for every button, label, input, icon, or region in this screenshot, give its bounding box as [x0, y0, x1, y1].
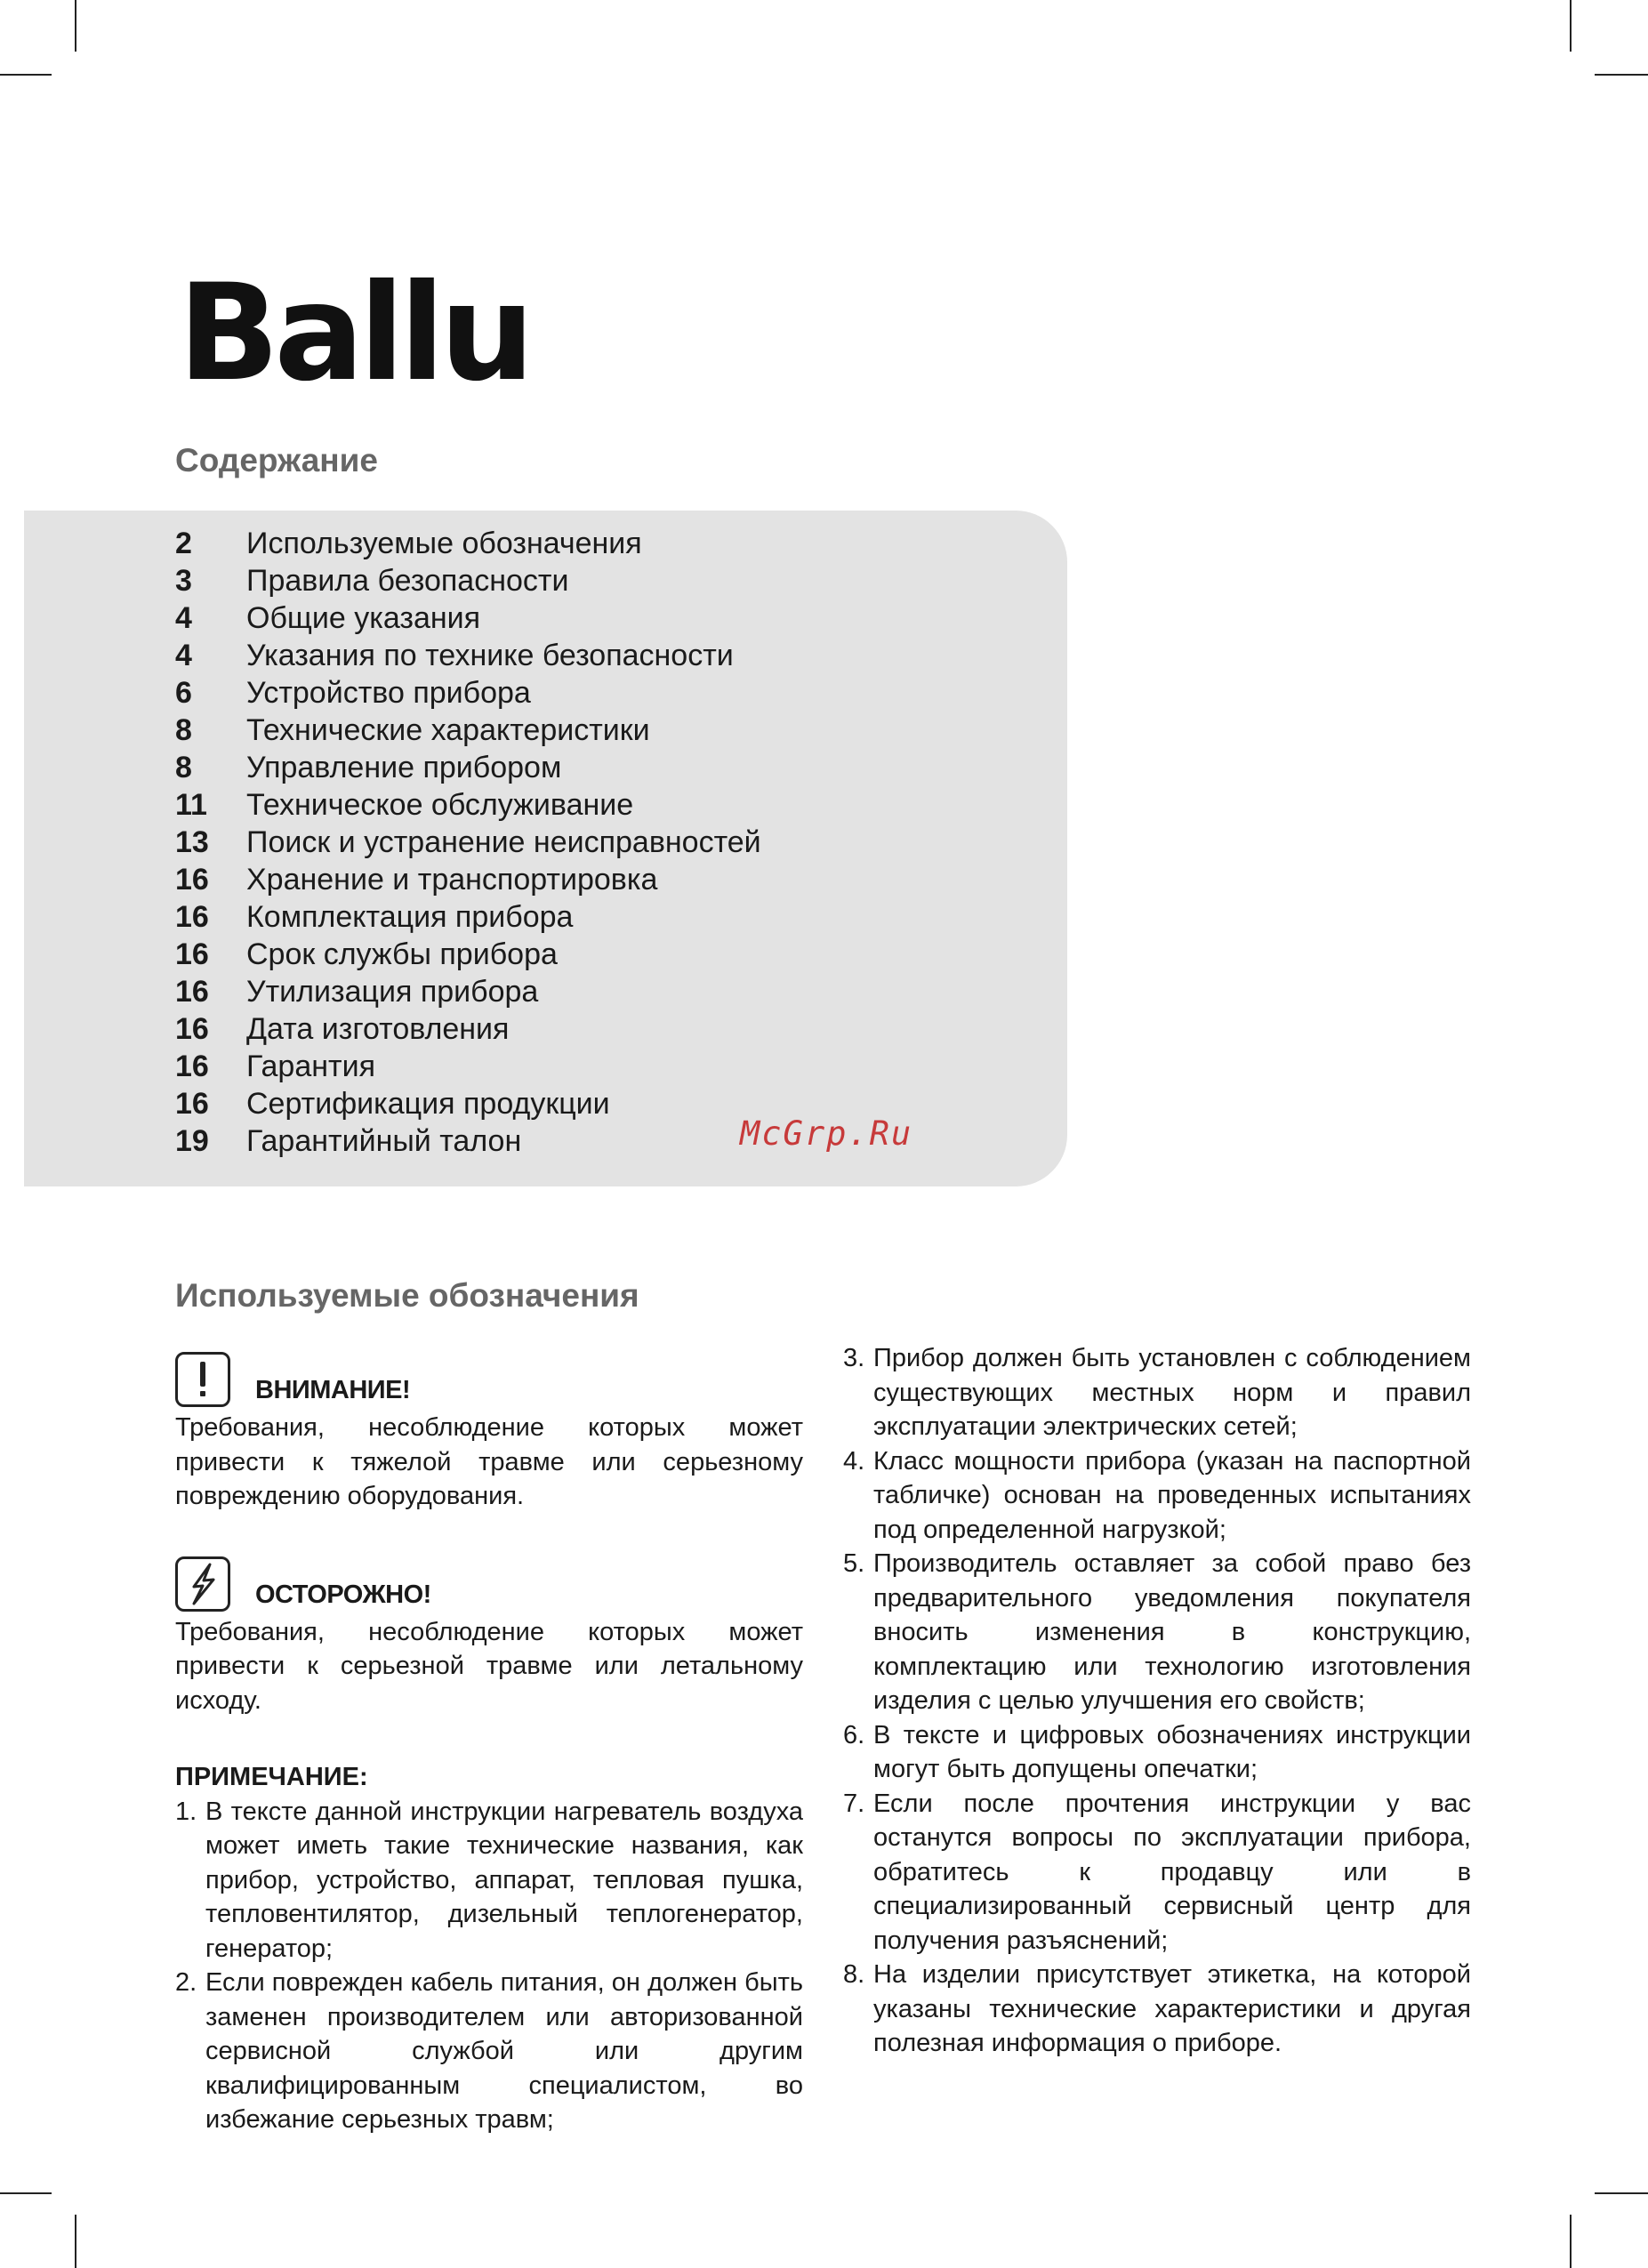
note-title: ПРИМЕЧАНИЕ:: [175, 1763, 368, 1791]
toc-page-number: 16: [175, 1049, 209, 1083]
toc-page-number: 16: [175, 974, 209, 1009]
note-item: [175, 1966, 803, 2137]
toc-item-label: Дата изготовления: [246, 1011, 510, 1046]
toc-item-label: Общие указания: [246, 600, 481, 635]
toc-item-label: Технические характеристики: [246, 712, 650, 747]
lightning-icon: [175, 1556, 230, 1612]
toc-item-label: Срок службы прибора: [246, 937, 558, 971]
crop-mark: [0, 74, 52, 76]
attention-title: ВНИМАНИЕ!: [255, 1376, 411, 1404]
right-column: [843, 1341, 1471, 2061]
toc-page-number: 4: [175, 600, 192, 635]
toc-item: [175, 898, 976, 936]
toc-item: [175, 562, 976, 599]
toc-item: [175, 749, 976, 786]
note-text: В тексте и цифровых обозначениях инструкции могут быть допущены опечатки;: [873, 1720, 1471, 1783]
note-number: 1.: [175, 1797, 197, 1826]
toc-item: [175, 674, 976, 712]
toc-item-label: Гарантийный талон: [246, 1123, 522, 1158]
note-number: 6.: [843, 1720, 865, 1749]
note-text: Производитель оставляет за собой право без предварительного уведомления покупателя вносить изменения в конструкцию, комплектацию или технологию изготовления изделия с целью улучшения его свойств;: [873, 1549, 1471, 1715]
toc-title: Содержание: [175, 442, 378, 479]
toc-page-number: 19: [175, 1123, 209, 1158]
note-item: [843, 1787, 1471, 1958]
caution-text: Требования, несоблюдение которых может привести к серьезной травме или летальному исходу.: [175, 1617, 803, 1715]
toc-item-label: Сертификация продукции: [246, 1086, 610, 1121]
crop-mark: [1570, 0, 1572, 52]
toc-page-number: 2: [175, 526, 192, 560]
note-text: Если после прочтения инструкции у вас останутся вопросы по эксплуатации прибора, обратитесь к продавцу или в специализированный сервисный центр для получения разъяснений;: [873, 1789, 1471, 1955]
toc-page-number: 6: [175, 675, 192, 710]
toc-page-number: 8: [175, 750, 192, 784]
note-text: Прибор должен быть установлен с соблюдением существующих местных норм и правил эксплуатации электрических сетей;: [873, 1344, 1471, 1441]
crop-mark: [75, 2215, 76, 2268]
toc-item-label: Гарантия: [246, 1049, 375, 1083]
note-number: 2.: [175, 1968, 197, 1997]
toc-page-number: 16: [175, 899, 209, 934]
note-text: На изделии присутствует этикетка, на которой указаны технические характеристики и другая полезная информация о приборе.: [873, 1960, 1471, 2057]
toc-item: [175, 525, 976, 562]
toc-item: [175, 936, 976, 973]
note-number: 4.: [843, 1446, 865, 1476]
toc-item: [175, 1048, 976, 1085]
toc-item-label: Управление прибором: [246, 750, 562, 784]
caution-header: [175, 1548, 803, 1612]
toc-item: [175, 824, 976, 861]
toc-item: [175, 861, 976, 898]
toc-item: [175, 599, 976, 637]
toc-page-number: 11: [175, 787, 207, 822]
caution-title: ОСТОРОЖНО!: [255, 1580, 431, 1609]
toc-item-label: Утилизация прибора: [246, 974, 539, 1009]
crop-mark: [1570, 2215, 1572, 2268]
toc-item-label: Техническое обслуживание: [246, 787, 634, 822]
note-number: 7.: [843, 1789, 865, 1818]
toc-item-label: Используемые обозначения: [246, 526, 642, 560]
toc-item-label: Указания по технике безопасности: [246, 638, 734, 672]
symbols-section-title: Используемые обозначения: [175, 1277, 639, 1314]
note-item: [843, 1958, 1471, 2061]
toc-page-number: 3: [175, 563, 192, 598]
note-text: В тексте данной инструкции нагреватель воздуха может иметь такие технические названия, как прибор, устройство, аппарат, тепловая пушка, тепловентилятор, дизельный теплогенератор, генератор;: [205, 1797, 803, 1963]
toc-item-label: Устройство прибора: [246, 675, 531, 710]
note-text: Если поврежден кабель питания, он должен быть заменен производителем или авторизованной сервисной службой или другим квалифицированным специалистом, во избежание серьезных травм;: [205, 1968, 803, 2134]
note-item: [843, 1444, 1471, 1548]
attention-header: [175, 1343, 803, 1407]
crop-mark: [0, 2192, 52, 2194]
toc-page-number: 16: [175, 1086, 209, 1121]
toc-page-number: 16: [175, 862, 209, 897]
note-item: [843, 1547, 1471, 1718]
toc-page-number: 8: [175, 712, 192, 747]
watermark: McGrp.Ru: [740, 1114, 913, 1153]
toc-page-number: 16: [175, 1011, 209, 1046]
toc-item-label: Правила безопасности: [246, 563, 569, 598]
note-number: 8.: [843, 1960, 865, 1989]
note-item: [175, 1795, 803, 1966]
toc-page-number: 4: [175, 638, 192, 672]
toc-item: [175, 1010, 976, 1048]
crop-mark: [1595, 2192, 1648, 2194]
note-number: 3.: [843, 1344, 865, 1372]
attention-text: Требования, несоблюдение которых может привести к тяжелой травме или серьезному повреждению оборудования.: [175, 1413, 803, 1510]
toc-item-label: Комплектация прибора: [246, 899, 574, 934]
toc-item-label: Хранение и транспортировка: [246, 862, 658, 897]
toc-item: [175, 786, 976, 824]
toc-item-label: Поиск и устранение неисправностей: [246, 824, 761, 859]
note-text: Класс мощности прибора (указан на паспортной табличке) основан на проведенных испытаниях под определенной нагрузкой;: [873, 1446, 1471, 1544]
toc-list: [175, 525, 976, 1160]
toc-page-number: 13: [175, 824, 209, 859]
notes-list-right: [843, 1341, 1471, 2061]
toc-item: [175, 973, 976, 1010]
toc-item: [175, 712, 976, 749]
brand-logo: Ballu: [178, 256, 530, 411]
toc-item: [175, 637, 976, 674]
crop-mark: [1595, 74, 1648, 76]
note-number: 5.: [843, 1549, 865, 1578]
left-column: [175, 1343, 803, 2137]
toc-page-number: 16: [175, 937, 209, 971]
crop-mark: [75, 0, 76, 52]
notes-list-left: [175, 1795, 803, 2137]
exclamation-icon: [175, 1352, 230, 1407]
note-item: [843, 1341, 1471, 1444]
note-item: [843, 1718, 1471, 1787]
